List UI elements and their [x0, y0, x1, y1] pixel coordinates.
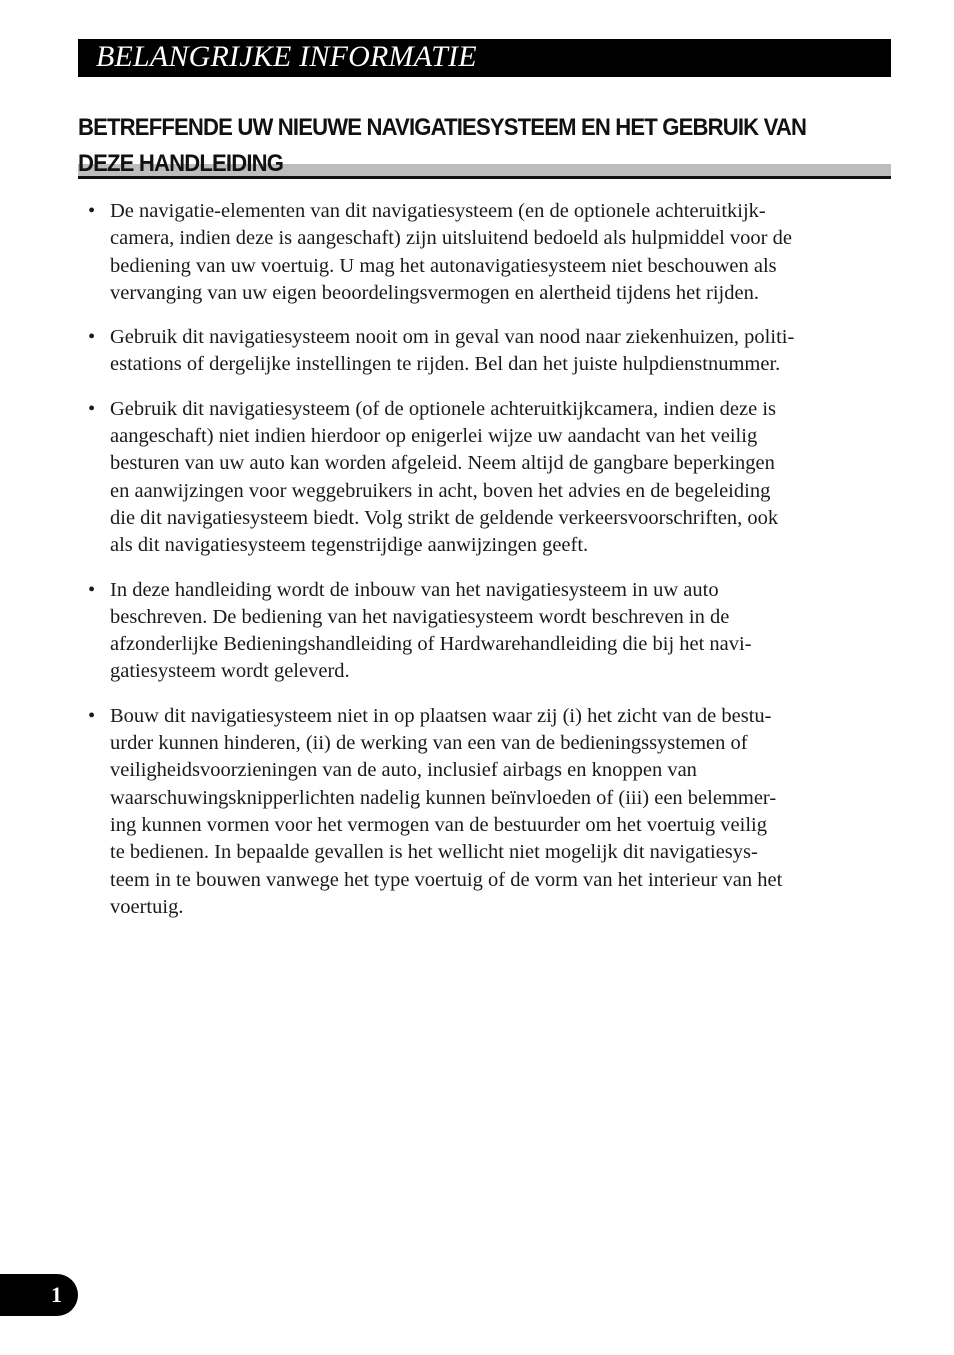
list-item-text: In deze handleiding wordt de inbouw van het navigatiesysteem in uw auto beschreven. De bediening van het navigatiesysteem wordt beschreven in de afzonderlijke Bedieningshandleiding of Hardwarehandleiding die bij het navi- gatiesysteem wordt geleverd. [110, 578, 752, 683]
chapter-title: BELANGRIJKE INFORMATIE [96, 40, 477, 73]
bullet-icon: • [88, 704, 96, 727]
list-item [88, 703, 863, 921]
section-heading-block [78, 110, 891, 182]
list-item-text: Gebruik dit navigatiesysteem nooit om in geval van nood naar ziekenhuizen, politi- estations of dergelijke instellingen te rijden. Bel dan het juiste hulpdienstnummer. [110, 326, 795, 376]
bullet-icon: • [88, 578, 96, 601]
list-item [88, 324, 863, 379]
list-item-text: Bouw dit navigatiesysteem niet in op plaatsen waar zij (i) het zicht van de bestu- urder kunnen hinderen, (ii) de werking van een van de bedieningssystemen of veiligheidsvoorzieningen van de auto, inclusief airbags en knoppen van waarschuwingsknipperlichten nadelig kunnen beïnvloeden of (iii) een belemmer- ing kunnen vormen voor het vermogen van de bestuurder om het voertuig veilig te bedienen. In bepaalde gevallen is het wellicht niet mogelijk dit navigatiesys- teem in te bouwen vanwege het type voertuig of de vorm van het interieur van het voertuig. [110, 704, 783, 918]
chapter-banner [78, 39, 891, 77]
information-list [88, 198, 863, 938]
section-heading: BETREFFENDE UW NIEUWE NAVIGATIESYSTEEM EN HET GEBRUIK VAN DEZE HANDLEIDING [78, 114, 807, 177]
list-item [88, 198, 863, 307]
bullet-icon: • [88, 326, 96, 349]
page-number: 1 [51, 1282, 62, 1307]
list-item [88, 396, 863, 560]
bullet-icon: • [88, 397, 96, 420]
bullet-icon: • [88, 200, 96, 222]
list-item-text: De navigatie-elementen van dit navigatiesysteem (en de optionele achteruitkijk- camera, indien deze is aangeschaft) zijn uitsluitend bedoeld als hulpmiddel voor de bediening van uw voertuig. U mag het autonavigatiesysteem niet beschouwen als vervanging van uw eigen beoordelingsvermogen en alertheid tijdens het rijden. [110, 200, 792, 304]
page-number-tab [0, 1274, 78, 1316]
list-item [88, 577, 863, 686]
list-item-text: Gebruik dit navigatiesysteem (of de optionele achteruitkijkcamera, indien deze is aangeschaft) niet indien hierdoor op enigerlei wijze uw aandacht van het veilig besturen van uw auto kan worden afgeleid. Neem altijd de gangbare beperkingen en aanwijzingen voor weggebruikers in acht, boven het advies en de begeleiding die dit navigatiesysteem biedt. Volg strikt de geldende verkeersvoorschriften, ook als dit navigatiesysteem tegenstrijdige aanwijzingen geeft. [110, 397, 779, 557]
